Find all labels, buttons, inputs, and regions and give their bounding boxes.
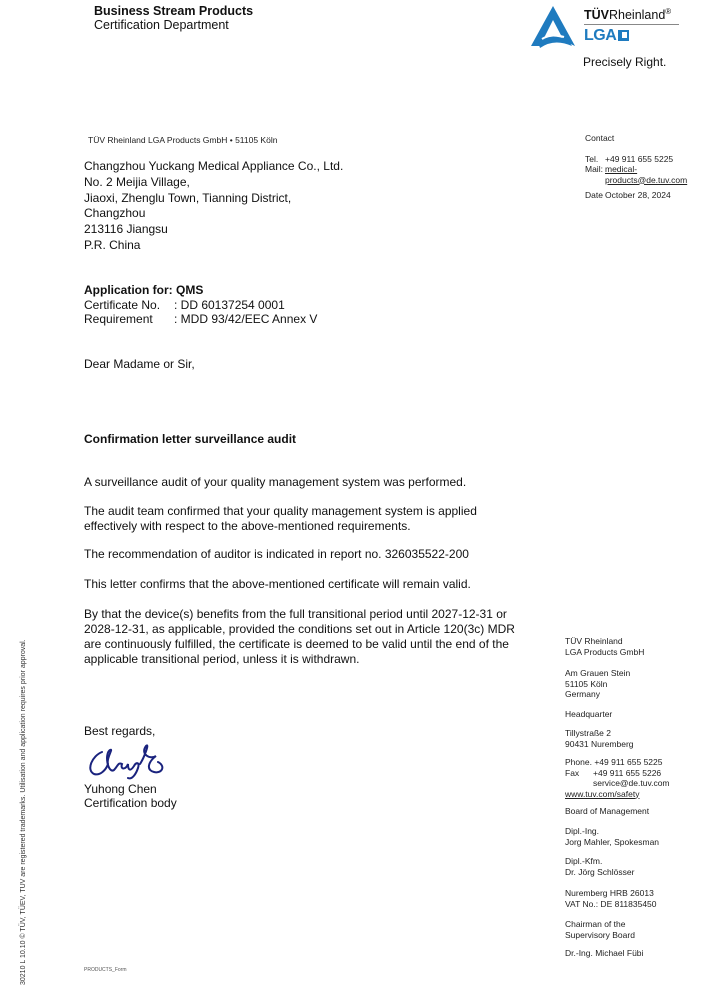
sidebar-address: Am Grauen Stein 51105 Köln Germany	[565, 668, 631, 699]
board-member: Dipl.-Ing. Jorg Mahler, Spokesman	[565, 826, 660, 847]
mail-label: Mail:	[585, 164, 603, 174]
sidebar-register: Nuremberg HRB 26013 VAT No.: DE 811835450	[565, 888, 657, 909]
sender-line: TÜV Rheinland LGA Products GmbH • 51105 Köln	[88, 135, 278, 145]
paragraph: By that the device(s) benefits from the full transitional period until 2027-12-31 or 2028-12-31, as applicable, provided the conditions set out in Article 120(3c) MDR are continuously fulfilled, the certificate is deemed to be valid until the end of the applicable transitional period, unless it is withdrawn.	[84, 607, 515, 666]
salutation: Dear Madame or Sir,	[84, 357, 195, 371]
subject-line: Confirmation letter surveillance audit	[84, 432, 297, 446]
signatory-name: Yuhong Chen	[84, 782, 157, 796]
board-label: Board of Management	[565, 806, 650, 816]
slogan: Precisely Right.	[583, 55, 667, 69]
application-title: Application for: QMS	[84, 283, 204, 297]
sidebar-company: TÜV Rheinland LGA Products GmbH	[565, 636, 645, 657]
department-title: Business Stream Products	[94, 4, 254, 18]
fax-label: Fax	[565, 767, 580, 778]
paragraph: A surveillance audit of your quality management system was performed.	[84, 475, 467, 489]
lga-brand: LGA	[584, 27, 629, 45]
tel-value: +49 911 655 5225	[605, 153, 674, 164]
lga-square-icon	[618, 30, 629, 41]
service-email: service@de.tuv.com	[593, 778, 670, 788]
chairman-name: Dr.-Ing. Michael Fübi	[565, 948, 644, 958]
recipient-line: Changzhou Yuckang Medical Appliance Co., Ltd.	[84, 159, 344, 173]
logo-divider	[584, 24, 679, 25]
trademark-note: 30210 L 10.10 © TÜV, TÜEV, TUV are registered trademarks. Utilisation and application requires prior approval.	[20, 639, 27, 985]
certificate-value: : DD 60137254 0001	[174, 297, 285, 312]
brand-name: TÜVRheinland®	[584, 7, 672, 23]
chairman-label: Chairman of the Supervisory Board	[565, 919, 635, 940]
recipient-line: P.R. China	[84, 237, 141, 252]
sidebar-hq-label: Headquarter	[565, 709, 613, 719]
mail-link[interactable]: medical-	[605, 164, 638, 174]
form-code: PRODUCTS_Form	[84, 967, 127, 973]
sidebar-hq-address: Tillystraße 2 90431 Nuremberg	[565, 728, 634, 749]
tel-label: Tel.	[585, 153, 599, 164]
paragraph: This letter confirms that the above-mentioned certificate will remain valid.	[84, 577, 471, 591]
recipient-line: Changzhou	[84, 206, 146, 221]
website-link[interactable]: www.tuv.com/safety	[565, 788, 640, 799]
board-member: Dipl.-Kfm. Dr. Jörg Schlösser	[565, 856, 635, 877]
department-subtitle: Certification Department	[94, 18, 229, 32]
tuv-logo	[528, 4, 708, 72]
tuv-triangle-logo-icon	[528, 4, 578, 50]
mail-link-cont[interactable]: products@de.tuv.com	[605, 174, 688, 185]
requirement-label: Requirement	[84, 312, 153, 326]
sidebar-phone-fax: Phone. +49 911 655 5225 Fax +49 911 655 5226 service@de.tuv.com www.tuv.com/safety	[565, 757, 670, 799]
recipient-line: Jiaoxi, Zhenglu Town, Tianning District,	[84, 190, 292, 205]
requirement-value: : MDD 93/42/EEC Annex V	[174, 312, 318, 326]
date-value: October 28, 2024	[605, 190, 671, 200]
application-block	[84, 283, 317, 327]
date-label: Date	[585, 190, 603, 200]
phone-label: Phone	[565, 757, 590, 767]
paragraph: The recommendation of auditor is indicated in report no. 326035522-200	[84, 547, 469, 561]
fax-value: +49 911 655 5226	[593, 767, 662, 778]
certificate-label: Certificate No.	[84, 297, 161, 312]
recipient-address	[84, 159, 343, 254]
phone-value: +49 911 655 5225	[594, 757, 663, 767]
recipient-line: No. 2 Meijia Village,	[84, 174, 190, 189]
contact-block	[585, 133, 687, 201]
signatory-role: Certification body	[84, 796, 177, 810]
paragraph: The audit team confirmed that your quality management system is applied effectively with respect to the above-mentioned requirements.	[84, 504, 477, 533]
contact-heading: Contact	[585, 133, 615, 143]
recipient-line: 213116 Jiangsu	[84, 222, 168, 237]
signature-icon	[84, 740, 174, 785]
closing-regards: Best regards,	[84, 724, 156, 738]
